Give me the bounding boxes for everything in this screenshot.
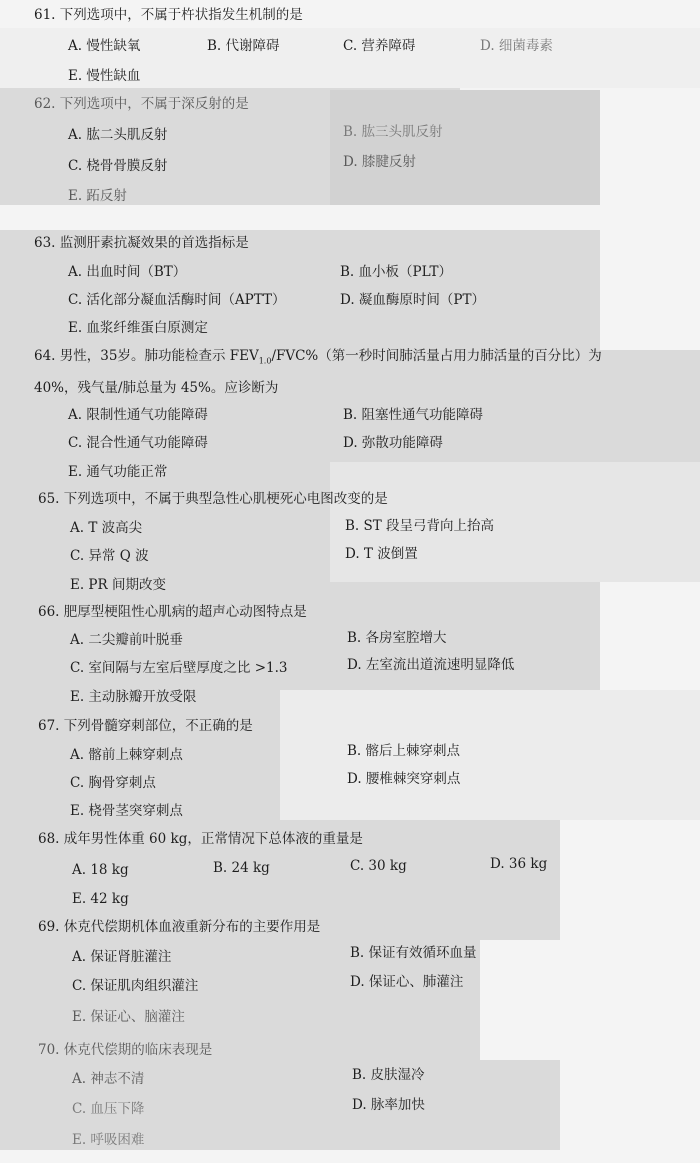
option-e: E. PR 间期改变: [70, 577, 166, 593]
option-a: A. 18 kg: [72, 862, 129, 878]
question-stem: 66. 肥厚型梗阻性心肌病的超声心动图特点是: [38, 604, 307, 620]
option-d: D. T 波倒置: [345, 546, 418, 562]
option-d: D. 弥散功能障碍: [343, 435, 443, 451]
option-a: A. 慢性缺氧: [68, 38, 141, 54]
option-b: B. 髂后上棘穿刺点: [347, 743, 461, 759]
option-c: C. 混合性通气功能障碍: [68, 435, 208, 451]
option-c: C. 血压下降: [72, 1101, 145, 1117]
option-e: E. 跖反射: [68, 188, 127, 204]
question-stem: 63. 监测肝素抗凝效果的首选指标是: [34, 235, 249, 251]
option-a: A. T 波高尖: [70, 520, 143, 536]
question-stem-rest: /FVC%（第一秒时间肺活量占用力肺活量的百分比）为 40%，残气量/肺总量为 45%。应诊断为: [34, 348, 602, 396]
option-c: C. 活化部分凝血活酶时间（APTT）: [68, 292, 286, 308]
option-d: D. 细菌毒素: [480, 38, 553, 54]
option-b: B. 肱三头肌反射: [343, 124, 443, 140]
question-stem: 69. 休克代偿期机体血液重新分布的主要作用是: [38, 919, 321, 935]
question-stem: 62. 下列选项中，不属于深反射的是: [34, 96, 249, 112]
option-b: B. 代谢障碍: [207, 38, 280, 54]
option-a: A. 出血时间（BT）: [68, 264, 187, 280]
option-c: C. 桡骨骨膜反射: [68, 158, 168, 174]
option-e: E. 通气功能正常: [68, 464, 168, 480]
option-b: B. 各房室腔增大: [347, 630, 447, 646]
option-b: B. 皮肤湿冷: [352, 1067, 425, 1083]
option-a: A. 神志不清: [72, 1071, 145, 1087]
option-d: D. 膝腱反射: [343, 154, 416, 170]
option-c: C. 室间隔与左室后壁厚度之比 >1.3: [70, 660, 288, 676]
question-stem-start: 64. 男性，35岁。肺功能检查示 FEV: [34, 348, 259, 364]
question-stem: 68. 成年男性体重 60 kg，正常情况下总体液的重量是: [38, 831, 363, 847]
option-a: A. 限制性通气功能障碍: [68, 407, 208, 423]
option-a: A. 肱二头肌反射: [68, 127, 168, 143]
option-a: A. 髂前上棘穿刺点: [70, 747, 183, 763]
option-d: D. 凝血酶原时间（PT）: [340, 292, 486, 308]
option-c: C. 胸骨穿刺点: [70, 775, 156, 791]
option-b: B. 血小板（PLT）: [340, 264, 452, 280]
option-e: E. 桡骨茎突穿刺点: [70, 803, 183, 819]
question-stem: 70. 休克代偿期的临床表现是: [38, 1042, 213, 1058]
question-stem-subscript: 1.0: [258, 356, 272, 366]
option-c: C. 营养障碍: [343, 38, 416, 54]
option-c: C. 保证肌肉组织灌注: [72, 978, 199, 994]
question-stem: 67. 下列骨髓穿刺部位，不正确的是: [38, 718, 253, 734]
option-b: B. ST 段呈弓背向上抬高: [345, 518, 495, 534]
option-b: B. 24 kg: [213, 860, 270, 876]
option-e: E. 主动脉瓣开放受限: [70, 689, 197, 705]
option-d: D. 36 kg: [490, 856, 548, 872]
option-d: D. 保证心、肺灌注: [350, 974, 464, 990]
option-b: B. 保证有效循环血量: [350, 945, 477, 961]
question-stem: 65. 下列选项中，不属于典型急性心肌梗死心电图改变的是: [38, 491, 388, 507]
option-a: A. 保证肾脏灌注: [72, 949, 172, 965]
option-d: D. 腰椎棘突穿刺点: [347, 771, 461, 787]
question-stem: 61. 下列选项中，不属于杵状指发生机制的是: [34, 7, 303, 23]
option-d: D. 脉率加快: [352, 1097, 425, 1113]
option-e: E. 血浆纤维蛋白原测定: [68, 320, 208, 336]
option-b: B. 阻塞性通气功能障碍: [343, 407, 484, 423]
option-e: E. 42 kg: [72, 891, 129, 907]
option-a: A. 二尖瓣前叶脱垂: [70, 632, 183, 648]
option-e: E. 慢性缺血: [68, 68, 141, 84]
option-e: E. 呼吸困难: [72, 1132, 145, 1148]
option-c: C. 30 kg: [350, 858, 407, 874]
option-d: D. 左室流出道流速明显降低: [347, 657, 515, 673]
question-stem: [34, 343, 644, 402]
option-e: E. 保证心、脑灌注: [72, 1009, 185, 1025]
option-c: C. 异常 Q 波: [70, 548, 149, 564]
